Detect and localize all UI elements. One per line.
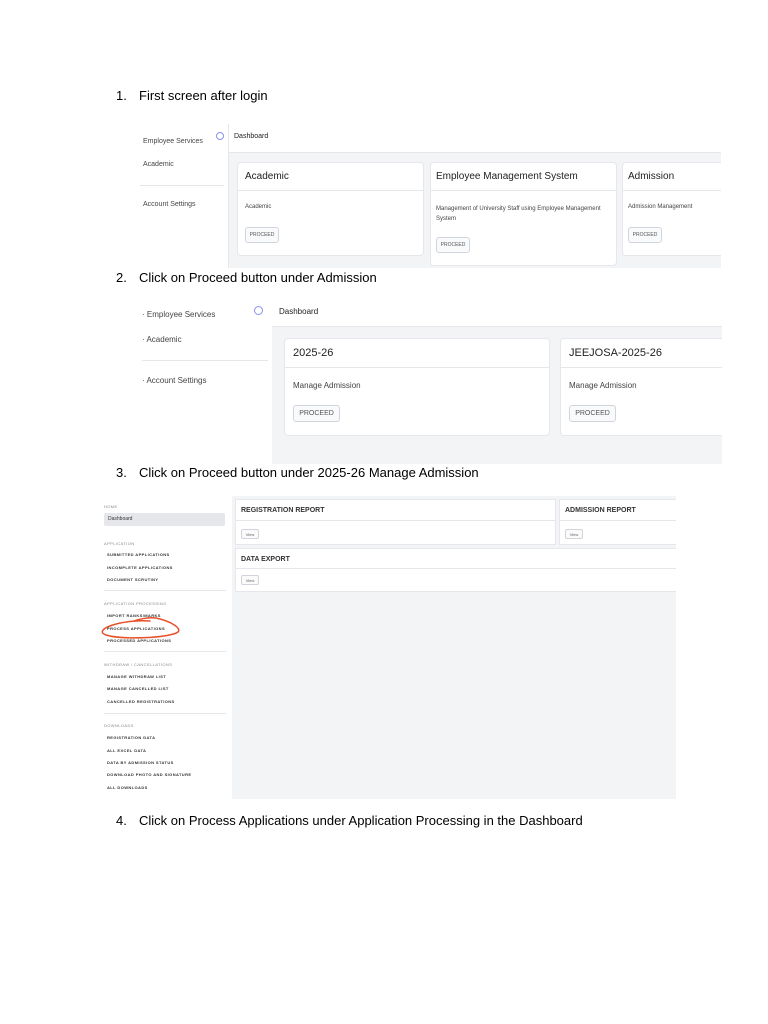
card-employee-management (430, 162, 617, 266)
sidebar-item-account-settings[interactable]: Account Settings (143, 201, 196, 208)
card-admission (622, 162, 721, 256)
sidebar-item-data-by-admission-status[interactable]: DATA BY ADMISSION STATUS (107, 760, 174, 765)
panel-title: DATA EXPORT (241, 556, 290, 563)
sidebar-item-processed-applications[interactable]: PROCESSED APPLICATIONS (107, 638, 172, 643)
panel-admission-report (559, 499, 676, 545)
section-home: HOME (104, 504, 118, 509)
divider (140, 185, 224, 186)
collapse-icon[interactable] (216, 132, 224, 140)
card-title: Academic (245, 171, 289, 182)
card-description: Academic (245, 204, 272, 210)
main-area (272, 300, 722, 464)
sidebar-item-process-applications[interactable]: PROCESS APPLICATIONS (107, 626, 166, 631)
divider (236, 520, 555, 521)
panel-title: REGISTRATION REPORT (241, 507, 325, 514)
panel-registration-report (235, 499, 556, 545)
view-button[interactable]: View (241, 575, 259, 585)
sidebar-item-incomplete-applications[interactable]: INCOMPLETE APPLICATIONS (107, 565, 173, 570)
page-title: Dashboard (279, 307, 319, 316)
step-text: Click on Process Applications under Application Processing in the Dashboard (139, 813, 583, 828)
sidebar-item-cancelled-registrations[interactable]: CANCELLED REGISTRATIONS (107, 699, 175, 704)
sidebar-item-manage-withdraw-list[interactable]: MANAGE WITHDRAW LIST (107, 674, 167, 679)
proceed-button[interactable]: PROCEED (245, 227, 279, 243)
sidebar-item-all-excel-data[interactable]: ALL EXCEL DATA (107, 748, 147, 753)
view-button[interactable]: View (565, 529, 583, 539)
view-button[interactable]: View (241, 529, 259, 539)
section-withdraw-cancellations: WITHDRAW / CANCELLATIONS (104, 662, 173, 667)
card-description: Manage Admission (293, 381, 361, 390)
sidebar-item-dashboard[interactable]: Dashboard (104, 513, 225, 526)
proceed-button[interactable]: PROCEED (569, 405, 616, 422)
step-number: 1. (116, 88, 127, 103)
top-bar (229, 124, 721, 153)
proceed-button[interactable]: PROCEED (293, 405, 340, 422)
screenshot-manage-admission (100, 496, 676, 799)
step-text: Click on Proceed button under Admission (139, 270, 377, 285)
section-application: APPLICATION (104, 541, 135, 546)
sidebar-item-employee-services[interactable]: Employee Services (143, 138, 203, 145)
sidebar-item-registration-data[interactable]: REGISTRATION DATA (107, 735, 156, 740)
sidebar (100, 496, 231, 799)
sidebar (136, 124, 228, 268)
main-area (232, 496, 676, 799)
card-title: Employee Management System (436, 171, 578, 182)
proceed-button[interactable]: PROCEED (436, 237, 470, 253)
step-1 (116, 88, 268, 103)
screenshot-login-dashboard (136, 124, 721, 268)
divider (236, 568, 676, 569)
card-title: JEEJOSA-2025-26 (569, 347, 662, 359)
step-4 (116, 813, 583, 828)
divider (560, 520, 676, 521)
step-number: 4. (116, 813, 127, 828)
main-area (228, 124, 721, 268)
card-title: Admission (628, 171, 675, 182)
card-description: Admission Management (628, 204, 693, 210)
highlight-circle-annotation (100, 496, 231, 799)
step-number: 2. (116, 270, 127, 285)
sidebar-item-document-scrutiny[interactable]: DOCUMENT SCRUTINY (107, 577, 159, 582)
sidebar-item-import-ranks-marks[interactable]: IMPORT RANKS/MARKS (107, 613, 161, 618)
step-3 (116, 465, 479, 480)
proceed-button[interactable]: PROCEED (628, 227, 662, 243)
panel-data-export (235, 548, 676, 592)
sidebar-item-submitted-applications[interactable]: SUBMITTED APPLICATIONS (107, 552, 170, 557)
sidebar-item-all-downloads[interactable]: ALL DOWNLOADS (107, 785, 148, 790)
panel-title: ADMISSION REPORT (565, 507, 636, 514)
sidebar-item-academic[interactable]: · Academic (142, 335, 182, 344)
screenshot-admission-dashboard (136, 300, 722, 464)
card-jeejosa-2025-26 (560, 338, 722, 436)
step-text: First screen after login (139, 88, 268, 103)
card-2025-26 (284, 338, 550, 436)
sidebar-item-manage-cancelled-list[interactable]: MANAGE CANCELLED LIST (107, 686, 169, 691)
sidebar (136, 300, 271, 464)
page-title: Dashboard (234, 133, 269, 140)
card-description: Manage Admission (569, 381, 637, 390)
divider (142, 360, 268, 361)
sidebar-item-academic[interactable]: Academic (143, 161, 174, 168)
collapse-icon[interactable] (254, 306, 263, 315)
sidebar-item-download-photo-and-signature[interactable]: DOWNLOAD PHOTO AND SIGNATURE (107, 772, 192, 777)
card-academic (237, 162, 424, 256)
sidebar-item-employee-services[interactable]: · Employee Services (142, 310, 216, 319)
step-text: Click on Proceed button under 2025-26 Manage Admission (139, 465, 479, 480)
step-number: 3. (116, 465, 127, 480)
section-application-processing: APPLICATION PROCESSING (104, 601, 167, 606)
top-bar (272, 300, 722, 327)
card-title: 2025-26 (293, 347, 334, 359)
section-downloads: DOWNLOADS (104, 723, 134, 728)
step-2 (116, 270, 377, 285)
sidebar-item-account-settings[interactable]: · Account Settings (142, 376, 207, 385)
card-description: Management of University Staff using Employee Management System (436, 206, 601, 222)
